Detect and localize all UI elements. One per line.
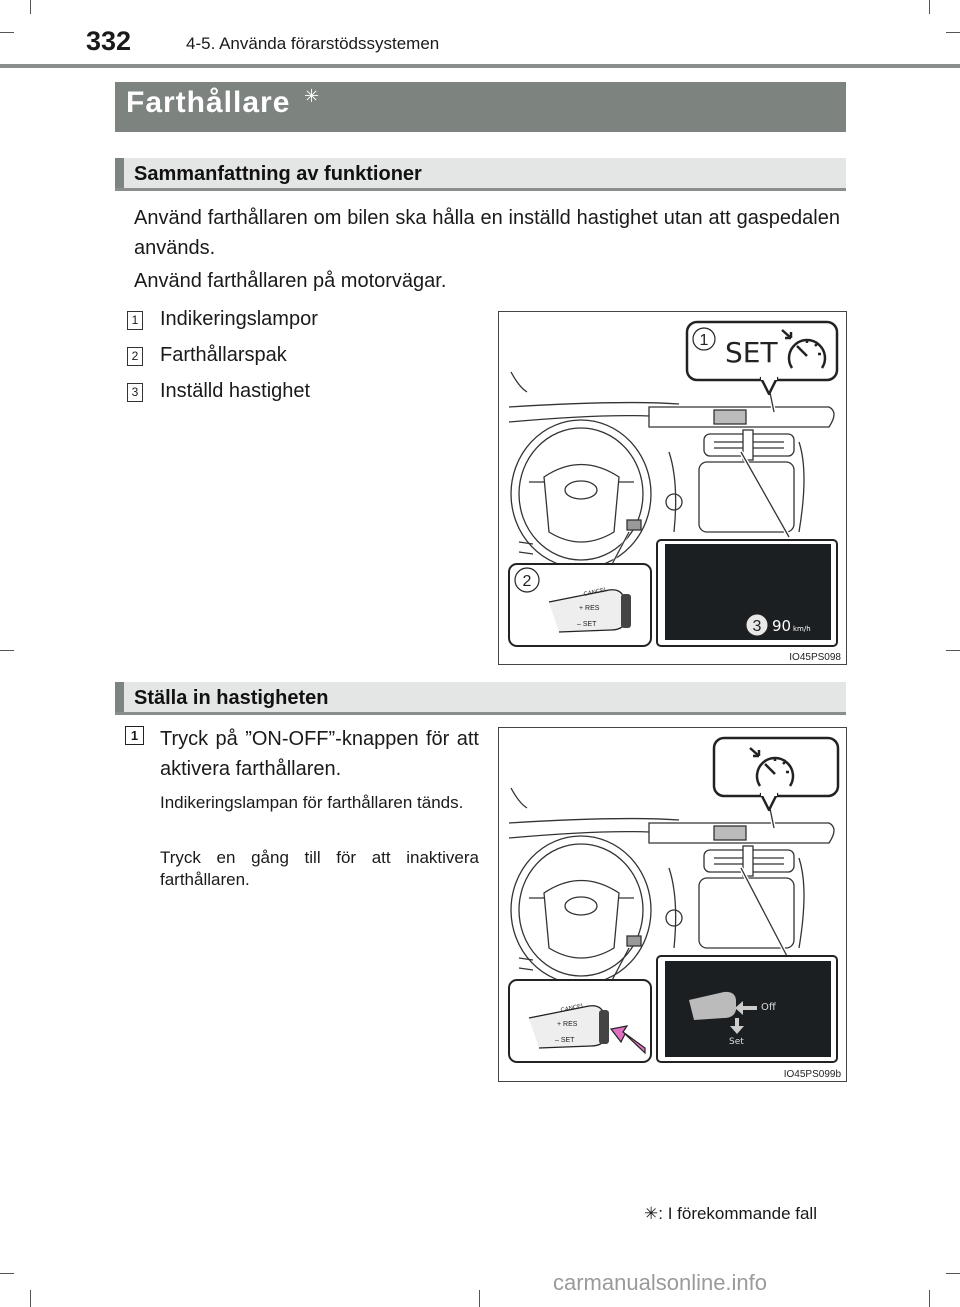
section-header: 4-5. Använda förarstödssystemen [186, 34, 440, 53]
crop-mark [479, 1290, 480, 1307]
crop-mark [946, 32, 960, 33]
speed-value: 90 [772, 617, 792, 635]
crop-mark [929, 0, 930, 14]
section-heading: Ställa in hastigheten [134, 687, 329, 709]
intro-paragraph-2: Använd farthållaren på motorvägar. [134, 270, 447, 292]
crop-mark [0, 32, 14, 33]
crop-mark [929, 1290, 930, 1307]
lever-set: – SET [555, 1037, 575, 1044]
section-heading-bar [115, 682, 846, 715]
list-item-set-speed: Inställd hastighet [160, 380, 311, 402]
lever-res: + RES [579, 605, 600, 612]
step-note: Tryck en gång till för att inaktivera farthållaren. [160, 848, 479, 889]
lever-set: – SET [577, 621, 597, 628]
lever-cancel: CANCEL [583, 587, 609, 598]
intro-paragraph: Använd farthållaren om bilen ska hålla en inställd hastighet utan att gaspedalen används. [134, 207, 840, 259]
crop-mark [30, 0, 31, 14]
figure-code: IO45PS098 [789, 652, 841, 663]
heading-accent [115, 158, 124, 188]
dashboard-illustration [499, 728, 846, 1081]
header-rule [0, 64, 960, 68]
lever-res: + RES [557, 1021, 578, 1028]
figure-code: IO45PS099b [783, 1069, 841, 1080]
callout-2: 2 [522, 573, 532, 590]
step-note: Indikeringslampan för farthållaren tänds. [160, 793, 464, 812]
page-number: 332 [86, 26, 132, 56]
watermark: carmanualsonline.info [553, 1270, 768, 1295]
step-text: Tryck på ”ON-OFF”-knappen för att aktivera farthållaren. [160, 728, 479, 780]
speed-unit: km/h [793, 625, 811, 633]
heading-accent [115, 682, 124, 712]
item-number: 2 [127, 347, 143, 366]
asterisk-icon: ✳ [304, 86, 320, 106]
figure-cruise-overview [498, 311, 847, 665]
item-number: 3 [127, 383, 143, 402]
lever-cancel: CANCEL [560, 1003, 586, 1014]
crop-mark [0, 650, 14, 651]
crop-mark [946, 1273, 960, 1274]
callout-1: 1 [699, 332, 709, 349]
list-item-indicator-lamps: Indikeringslampor [160, 308, 318, 330]
page-title: Farthållare [126, 86, 291, 119]
step-number: 1 [125, 726, 144, 745]
figure-on-off-button [498, 727, 847, 1082]
set-indicator-text: SET [725, 336, 778, 369]
dashboard-illustration [499, 312, 846, 664]
footnote [644, 1204, 817, 1224]
asterisk-icon: ✳ [644, 1204, 659, 1223]
footnote-text: : I förekommande fall [658, 1204, 817, 1223]
off-label: Off [761, 1002, 776, 1013]
set-label: Set [729, 1037, 744, 1047]
crop-mark [0, 1273, 14, 1274]
item-number: 1 [127, 311, 143, 330]
list-item-lever: Farthållarspak [160, 344, 287, 366]
callout-3: 3 [752, 618, 762, 635]
crop-mark [946, 650, 960, 651]
crop-mark [30, 1290, 31, 1307]
section-heading: Sammanfattning av funktioner [134, 163, 422, 185]
section-heading-bar [115, 158, 846, 191]
